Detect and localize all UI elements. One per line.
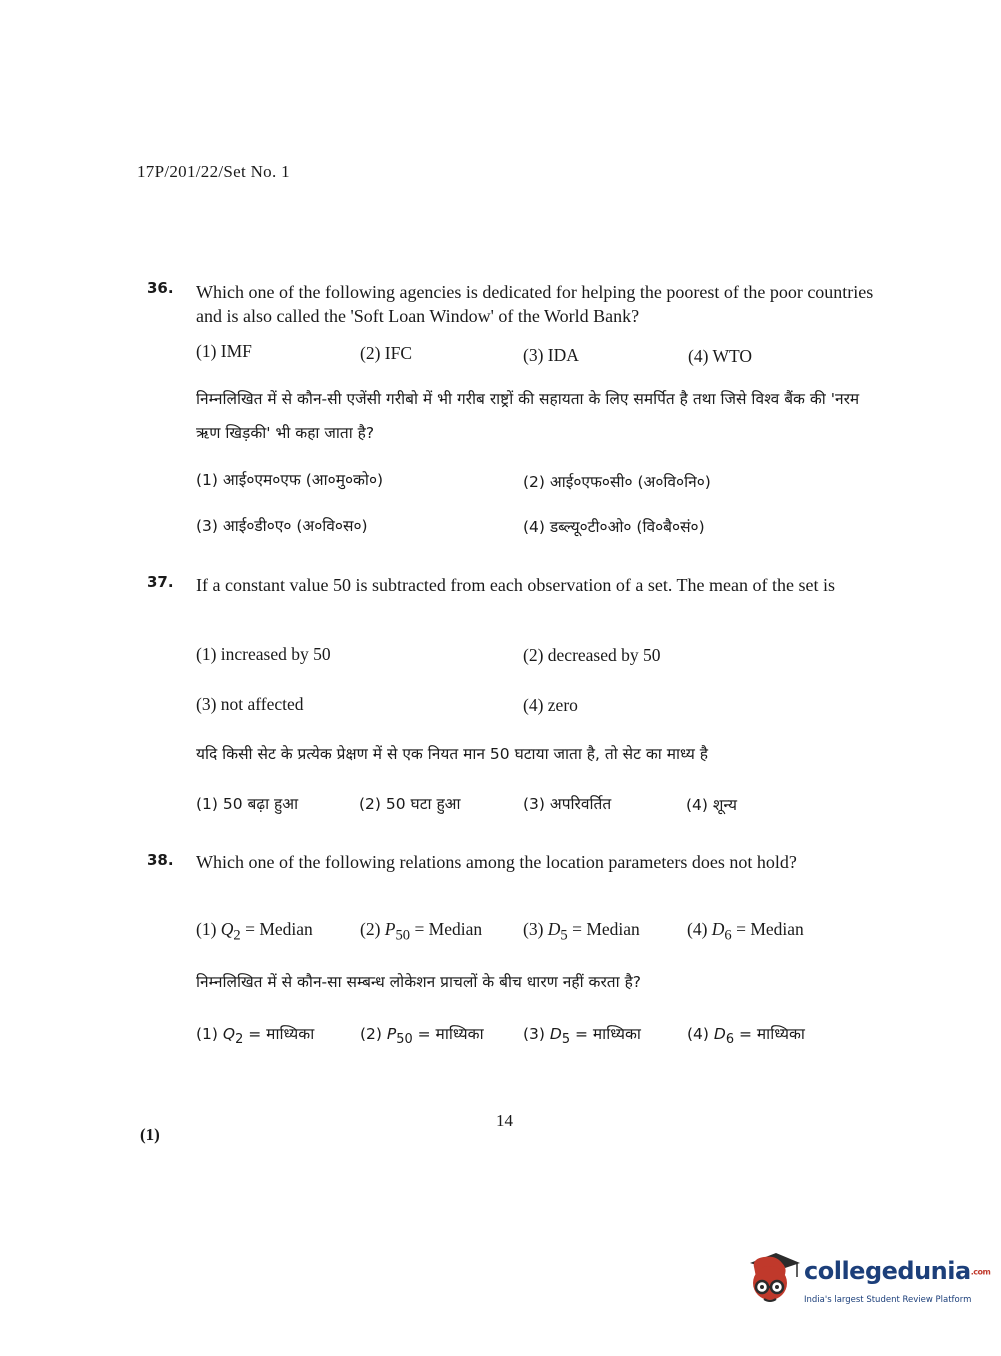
- option-hi: (3) अपरिवर्तित: [523, 795, 612, 813]
- option-hi: (2) $P_{50}$ = माध्यिका: [360, 1025, 484, 1048]
- option-en: (2) decreased by 50: [523, 645, 661, 665]
- option-hi: (4) डब्ल्यू०टी०ओ० (वि०बै०सं०): [523, 518, 705, 536]
- question-text-en: Which one of the following agencies is dedicated for helping the poorest of the poor countries and is also called the 'Soft Loan Window' of the World Bank?: [196, 282, 874, 326]
- student-mascot-icon: [742, 1249, 802, 1311]
- question-text-hi: निम्नलिखित में से कौन-सी एजेंसी गरीबो में भी गरीब राष्ट्रों की सहायता के लिए समर्पित है तथा जिसे विश्व बैंक की 'नरम ऋण खिड़की' भी कहा जाता है?: [196, 390, 860, 442]
- logo-tagline: India's largest Student Review Platform: [804, 1295, 972, 1305]
- option-en: (3) IDA: [523, 345, 579, 365]
- question-text-hi: निम्नलिखित में से कौन-सा सम्बन्ध लोकेशन प्राचलों के बीच धारण नहीं करता है?: [196, 973, 642, 991]
- option-en: (4) WTO: [688, 346, 752, 366]
- question-text-en: Which one of the following relations among the location parameters does not hold?: [196, 852, 797, 872]
- option-hi: (2) आई०एफ०सी० (अ०वि०नि०): [523, 473, 711, 491]
- option-en: (1) $Q_2$ = Median: [196, 919, 313, 944]
- option-en: (2) IFC: [360, 343, 413, 363]
- option-en: (2) $P_{50}$ = Median: [360, 919, 483, 944]
- option-en: (4) zero: [523, 695, 578, 715]
- option-en: (3) $D_5$ = Median: [523, 919, 640, 944]
- option-en: (1) increased by 50: [196, 644, 331, 664]
- question-number: 38.: [147, 851, 174, 869]
- page-number: 14: [496, 1111, 513, 1130]
- question-number: 37.: [147, 573, 174, 591]
- option-hi: (1) आई०एम०एफ (आ०मु०को०): [196, 471, 384, 489]
- option-hi: (1) 50 बढ़ा हुआ: [196, 795, 299, 813]
- question-text-hi: यदि किसी सेट के प्रत्येक प्रेक्षण में से एक नियत मान 50 घटाया जाता है, तो सेट का माध्य है: [196, 745, 708, 763]
- option-en: (1) IMF: [196, 341, 252, 361]
- collegedunia-logo: [742, 1247, 991, 1317]
- option-en: (4) $D_6$ = Median: [687, 919, 804, 944]
- option-hi: (4) शून्य: [686, 796, 737, 814]
- option-hi: (4) $D_6$ = माध्यिका: [687, 1025, 805, 1048]
- option-hi: (3) आई०डी०ए० (अ०वि०स०): [196, 517, 368, 535]
- logo-wordmark: collegedunia.com: [804, 1257, 991, 1285]
- footer-mark: (1): [140, 1125, 160, 1144]
- option-hi: (3) $D_5$ = माध्यिका: [523, 1025, 641, 1048]
- option-hi: (1) $Q_2$ = माध्यिका: [196, 1025, 315, 1048]
- option-hi: (2) 50 घटा हुआ: [359, 795, 461, 813]
- question-text-en: If a constant value 50 is subtracted from each observation of a set. The mean of the set is: [196, 575, 835, 595]
- paper-code: 17P/201/22/Set No. 1: [137, 162, 290, 181]
- option-en: (3) not affected: [196, 694, 304, 714]
- question-number: 36.: [147, 279, 174, 297]
